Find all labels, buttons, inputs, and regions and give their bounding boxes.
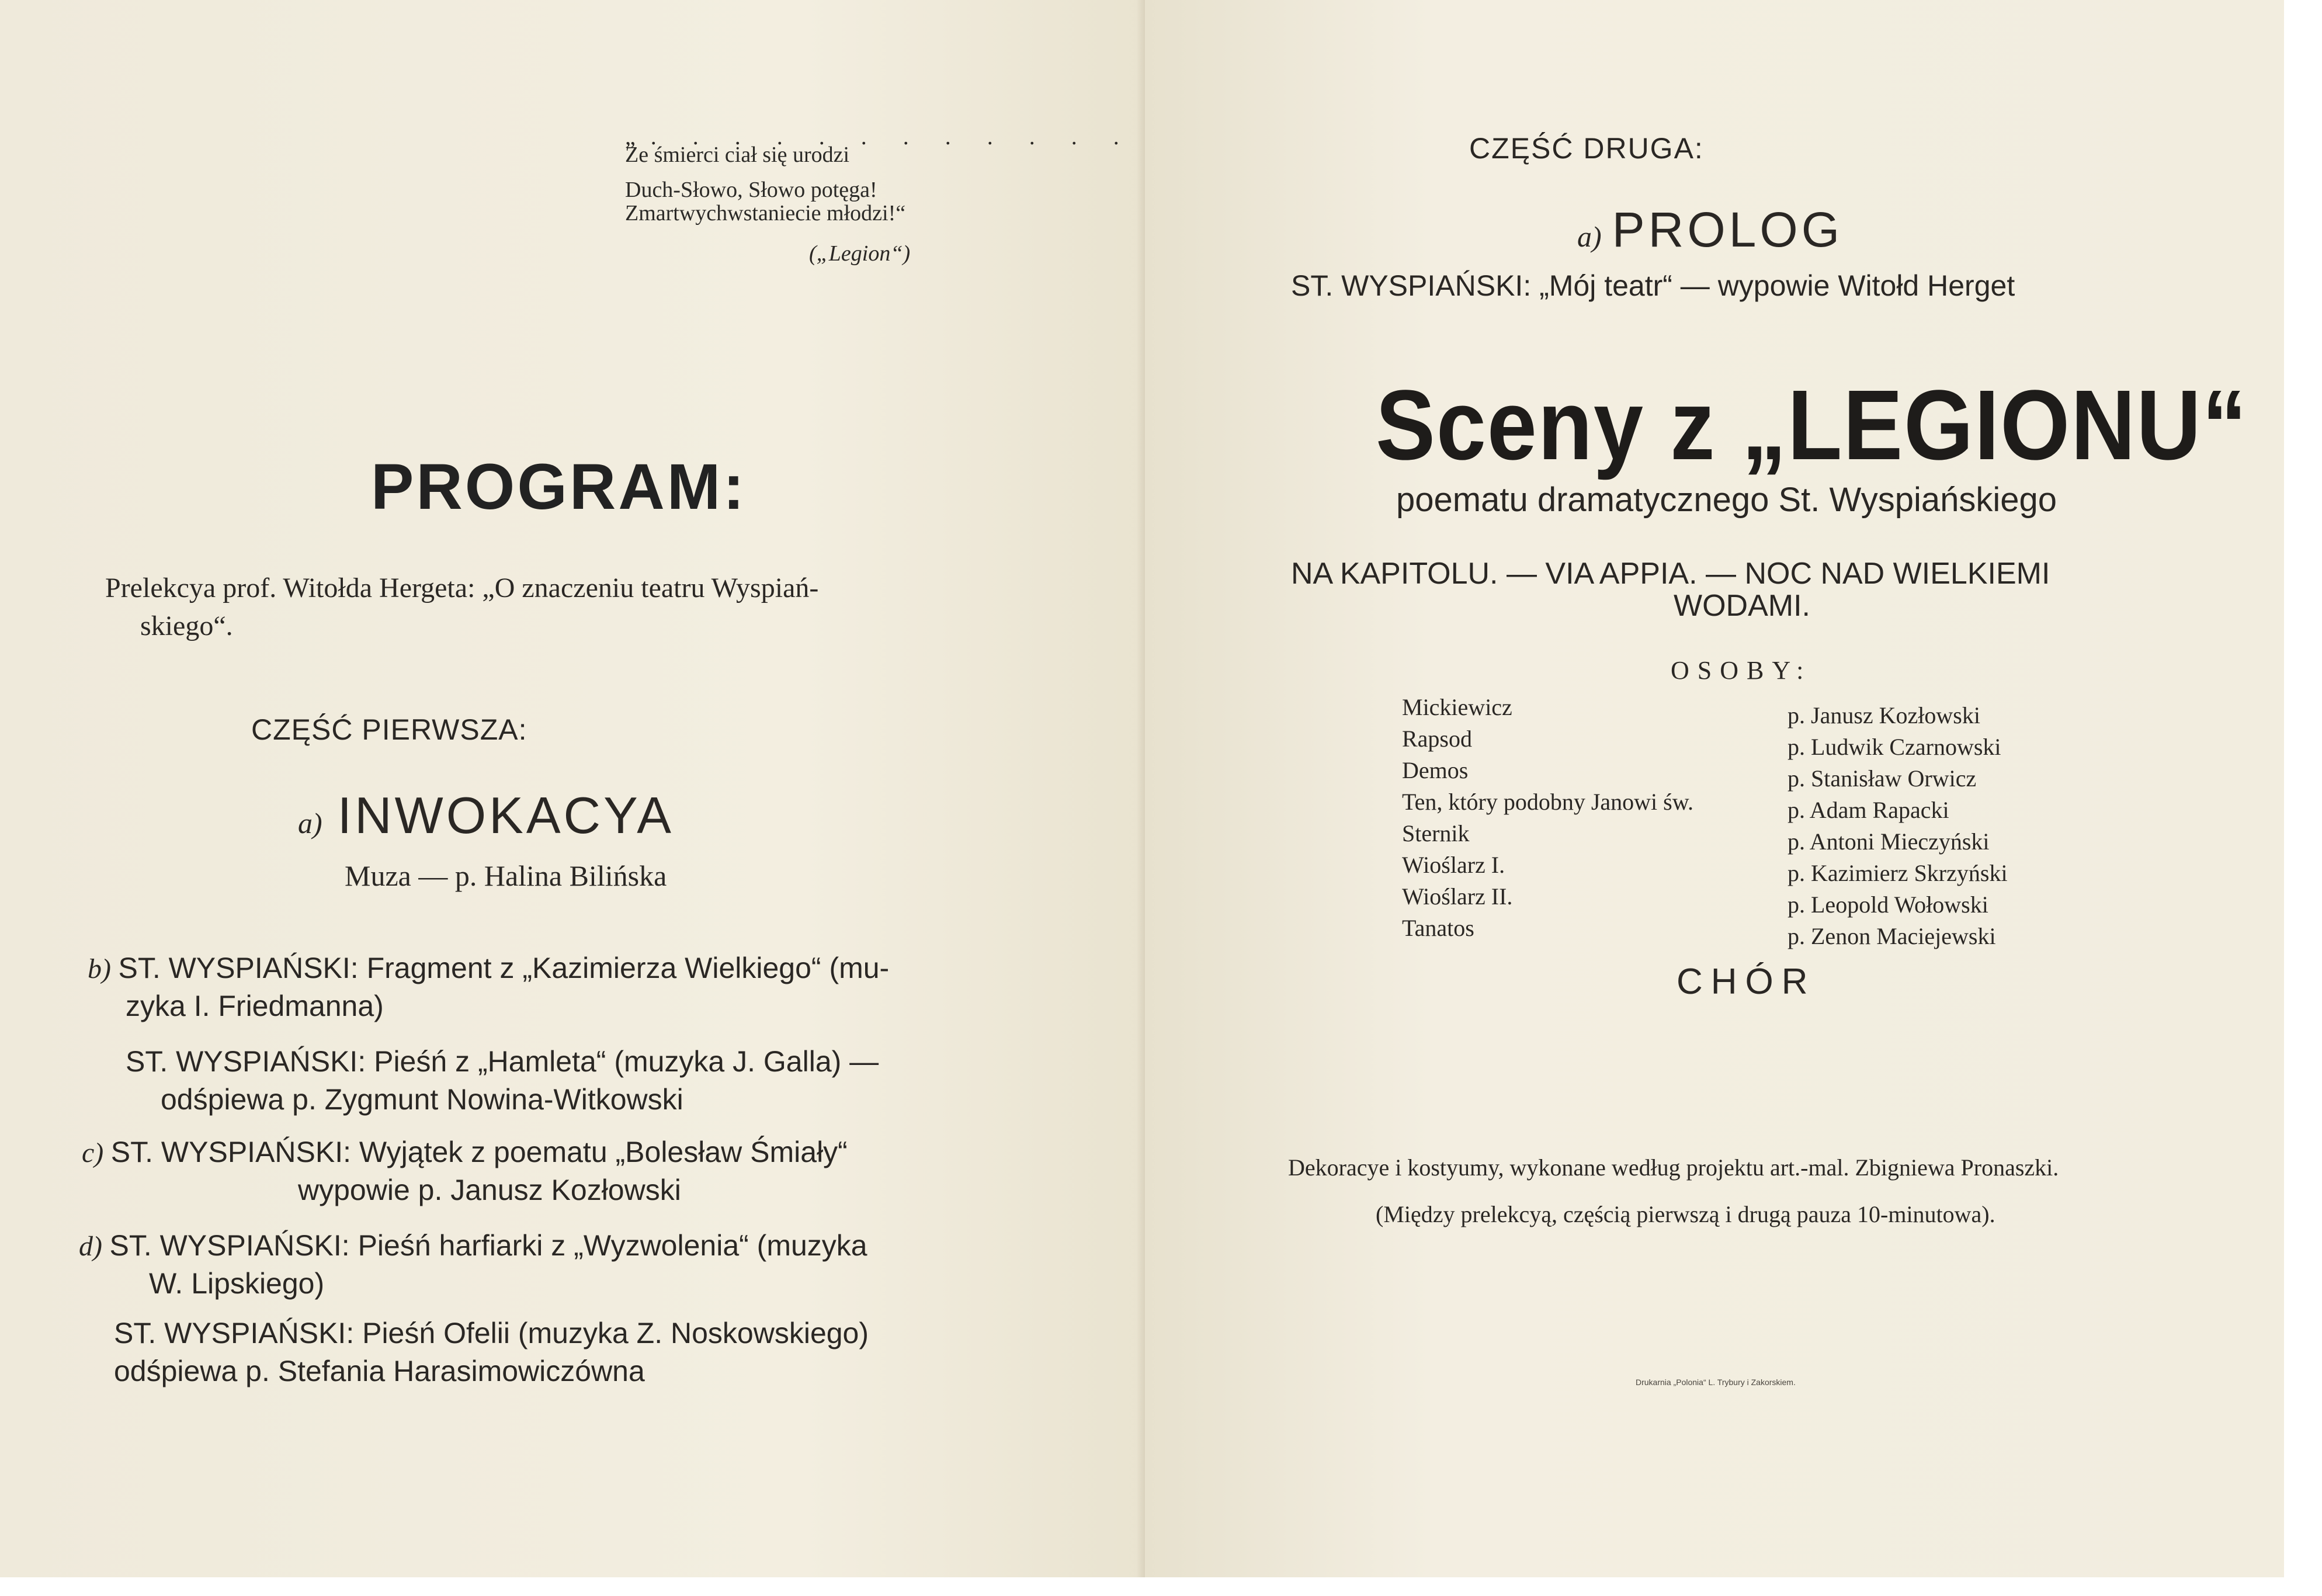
invocation-title: [298, 786, 674, 845]
cast-role: Wioślarz II.: [1402, 883, 1513, 910]
cast-role: Wioślarz I.: [1402, 852, 1505, 878]
motto-ellipsis: „. . . . . . . . . . . .: [625, 123, 1134, 150]
invocation-cast: Muza — p. Halina Bilińska: [345, 859, 667, 892]
part-two-heading: CZĘŚĆ DRUGA:: [1469, 132, 1704, 165]
intermission-note: (Między prelekcyą, częścią pierwszą i drugą pauza 10-minutowa).: [1376, 1201, 1995, 1227]
item-marker: d): [79, 1231, 102, 1262]
motto-line-1: Ze śmierci ciał się urodzi: [625, 143, 850, 167]
play-title: Sceny z „LEGIONU“: [1376, 370, 2248, 481]
cast-role: Rapsod: [1402, 726, 1472, 752]
cast-actor: p. Adam Rapacki: [1788, 797, 1949, 823]
cast-heading: OSOBY:: [1671, 656, 1812, 685]
cast-role: Sternik: [1402, 820, 1470, 846]
item-marker: a): [298, 807, 322, 839]
item-line: ST. WYSPIAŃSKI: Pieśń harfiarki z „Wyzwolenia“ (muzyka: [109, 1229, 867, 1262]
prolog-description: ST. WYSPIAŃSKI: „Mój teatr“ — wypowie Witołd Herget: [1291, 269, 2015, 302]
program-item-ofelia: ST. WYSPIAŃSKI: Pieśń Ofelii (muzyka Z. Noskowskiego): [114, 1317, 869, 1349]
cast-role: Tanatos: [1402, 915, 1474, 941]
program-title: PROGRAM:: [371, 451, 747, 523]
item-line: odśpiewa p. Zygmunt Nowina-Witkowski: [161, 1083, 683, 1116]
cast-actor: p. Janusz Kozłowski: [1788, 702, 1980, 728]
cast-actor: p. Zenon Maciejewski: [1788, 923, 1996, 949]
part-one-heading: CZĘŚĆ PIERWSZA:: [251, 713, 527, 746]
program-item-c: [82, 1133, 848, 1172]
item-line: odśpiewa p. Stefania Harasimowiczówna: [114, 1355, 645, 1387]
program-item-b: [88, 949, 889, 988]
cast-actor: p. Ludwik Czarnowski: [1788, 734, 2001, 760]
lecture-line-1: Prelekcya prof. Witołda Hergeta: „O znaczeniu teatru Wyspiań-: [105, 573, 819, 603]
cast-actor: p. Kazimierz Skrzyński: [1788, 860, 2008, 886]
chorus: CHÓR: [1677, 962, 1816, 1002]
motto-source: („Legion“): [809, 241, 911, 266]
item-line: ST. WYSPIAŃSKI: Fragment z „Kazimierza Wielkiego“ (mu-: [118, 952, 890, 984]
program-item-d: [79, 1227, 867, 1265]
item-marker: b): [88, 953, 111, 984]
cast-role: Mickiewicz: [1402, 694, 1512, 720]
item-line: ST. WYSPIAŃSKI: Wyjątek z poematu „Bolesław Śmiały“: [110, 1136, 848, 1168]
motto-line-3: Zmartwychwstaniecie młodzi!“: [625, 201, 906, 225]
background: [0, 1577, 2322, 1596]
program-item-hamlet: ST. WYSPIAŃSKI: Pieśń z „Hamleta“ (muzyka J. Galla) —: [126, 1045, 879, 1078]
cast-actor: p. Stanisław Orwicz: [1788, 765, 1977, 792]
credits-line: Dekoracye i kostyumy, wykonane według projektu art.-mal. Zbigniewa Pronaszki.: [1288, 1154, 2059, 1181]
cast-actor: p. Antoni Mieczyński: [1788, 828, 1990, 855]
cast-role: Demos: [1402, 757, 1469, 783]
item-marker: a): [1577, 220, 1602, 253]
item-line: wypowie p. Janusz Kozłowski: [298, 1174, 681, 1206]
scenes-line-2: WODAMI.: [1674, 589, 1810, 623]
prolog-title: [1577, 202, 1843, 258]
item-marker: c): [82, 1137, 104, 1168]
cast-role: Ten, który podobny Janowi św.: [1402, 789, 1694, 815]
lecture-line-2: skiego“.: [140, 610, 233, 641]
scenes-line-1: NA KAPITOLU. — VIA APPIA. — NOC NAD WIELKIEMI: [1291, 557, 2050, 591]
printer-imprint: Drukarnia „Polonia“ L. Trybury i Zakorskiem.: [1636, 1378, 1796, 1387]
cast-actor: p. Leopold Wołowski: [1788, 891, 1988, 918]
prolog-label: PROLOG: [1612, 202, 1844, 257]
invocation-label: INWOKACYA: [337, 786, 674, 844]
play-subtitle: poematu dramatycznego St. Wyspiańskiego: [1396, 481, 2057, 519]
item-line: zyka I. Friedmanna): [126, 990, 384, 1022]
motto-line-2: Duch-Słowo, Słowo potęga!: [625, 178, 877, 202]
item-line: W. Lipskiego): [149, 1267, 325, 1300]
left-page: [0, 0, 1145, 1596]
